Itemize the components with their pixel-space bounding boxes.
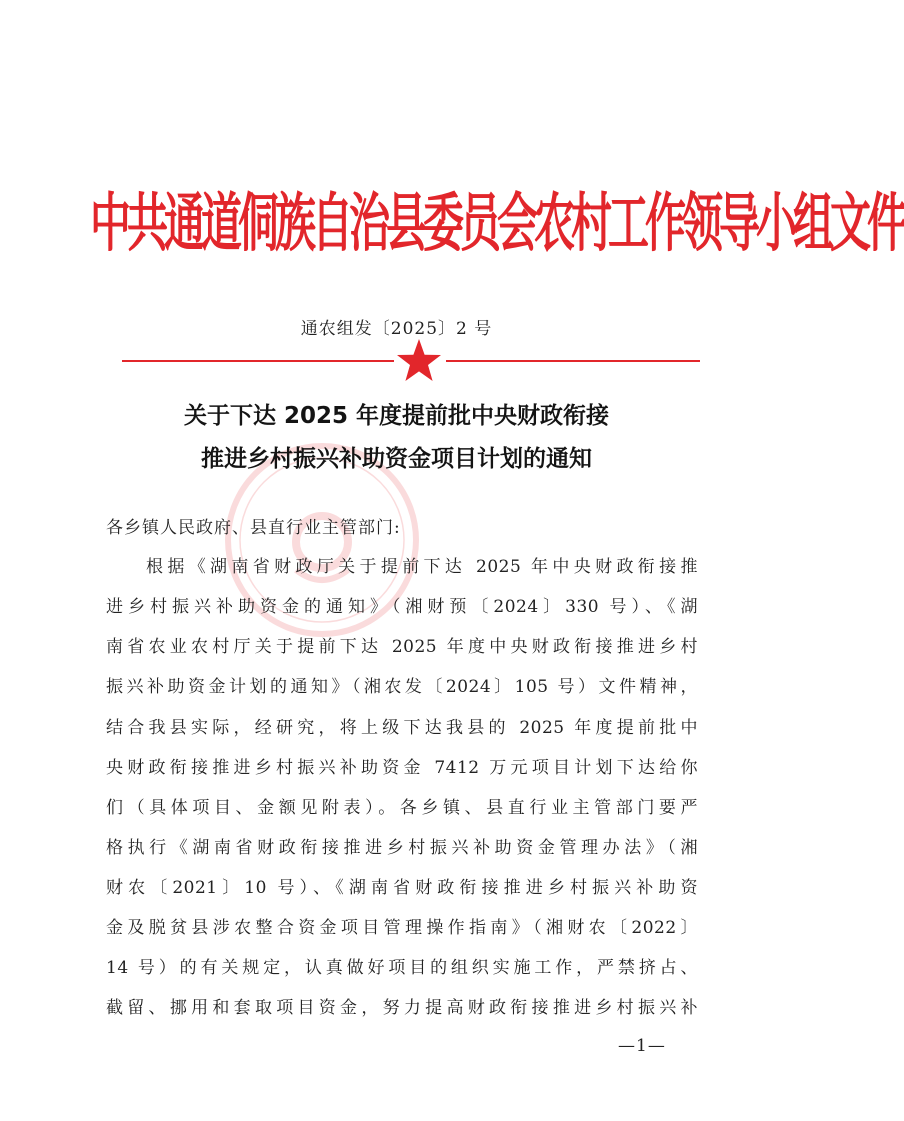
body-line: 央财政衔接推进乡村振兴补助资金 7412 万元项目计划下达给你	[106, 758, 698, 778]
body-line: 们（具体项目、金额见附表）。各乡镇、县直行业主管部门要严	[106, 798, 698, 818]
body-line: 格执行《湖南省财政衔接推进乡村振兴补助资金管理办法》（湘	[106, 838, 698, 858]
body-line: 南省农业农村厅关于提前下达 2025 年度中央财政衔接推进乡村	[106, 637, 698, 657]
document-title-line-2: 推进乡村振兴补助资金项目计划的通知	[201, 446, 592, 472]
body-line: 根据《湖南省财政厅关于提前下达 2025 年中央财政衔接推	[146, 557, 698, 577]
document-number: 通农组发〔2025〕2 号	[300, 319, 493, 339]
page-number: —1—	[618, 1036, 666, 1056]
body-line: 金及脱贫县涉农整合资金项目管理操作指南》（湘财农〔2022〕	[106, 918, 698, 938]
body-line: 截留、挪用和套取项目资金，努力提高财政衔接推进乡村振兴补	[106, 998, 698, 1018]
red-divider-left	[122, 360, 394, 362]
red-divider-right	[446, 360, 700, 362]
document-title-line-1: 关于下达 2025 年度提前批中央财政衔接	[183, 403, 610, 429]
body-line: 振兴补助资金计划的通知》（湘农发〔2024〕105 号）文件精神，	[106, 677, 698, 697]
salutation: 各乡镇人民政府、县直行业主管部门:	[106, 518, 401, 538]
body-line: 进乡村振兴补助资金的通知》（湘财预〔2024〕330 号）、《湖	[106, 597, 698, 617]
org-header-title: 中共通道侗族自治县委员会农村工作领导小组文件	[90, 185, 904, 261]
body-line: 财农〔2021〕10 号）、《湖南省财政衔接推进乡村振兴补助资	[106, 878, 698, 898]
body-line: 14 号）的有关规定，认真做好项目的组织实施工作，严禁挤占、	[106, 958, 698, 978]
body-line: 结合我县实际，经研究，将上级下达我县的 2025 年度提前批中	[106, 718, 698, 738]
star-icon	[396, 338, 442, 382]
